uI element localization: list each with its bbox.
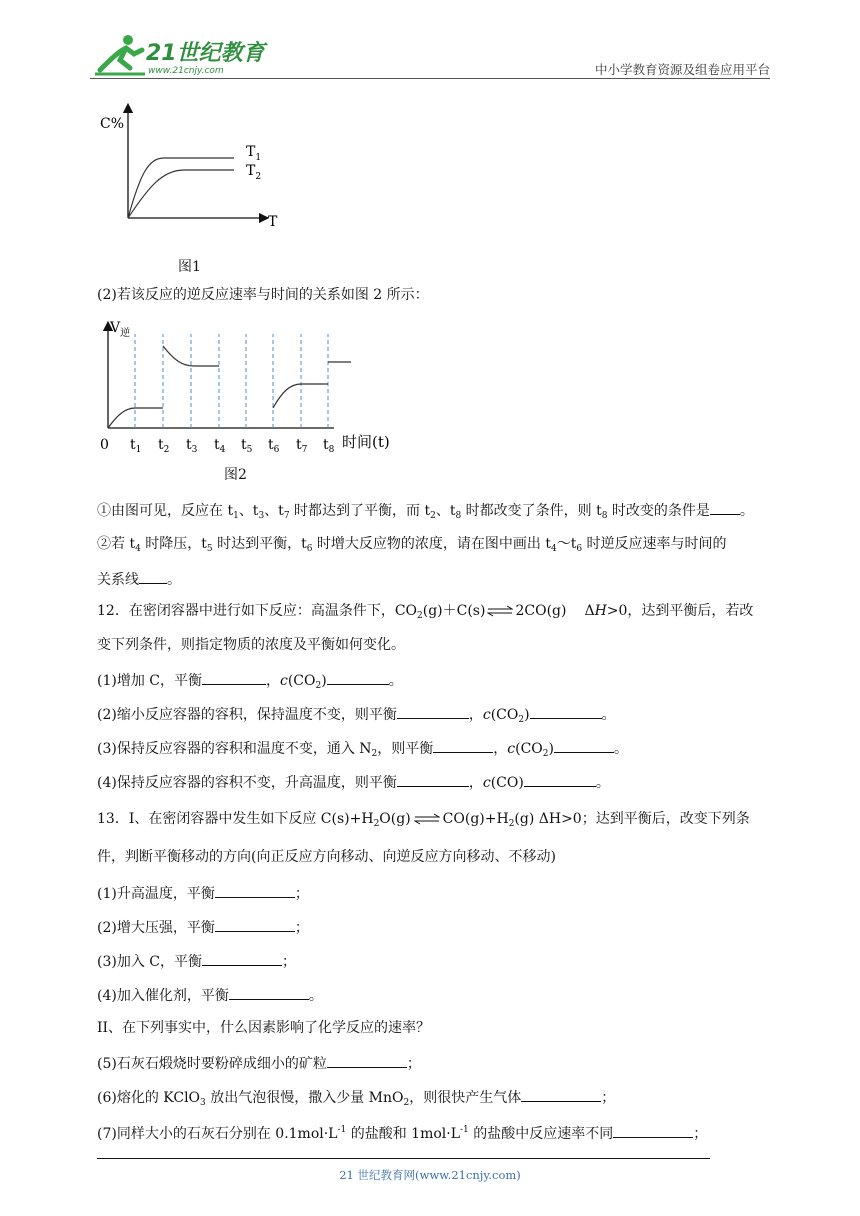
q12-item-2: (2)缩小反应容器的容积，保持温度不变，则平衡 ，$c(CO_2)$ 。 <box>97 703 616 730</box>
fig2-xlabel: 时间(t) <box>342 433 390 451</box>
footer-text[interactable]: 21 世纪教育网(www.21cnjy.com) <box>339 1168 521 1182</box>
equilibrium-arrow-icon <box>414 813 440 825</box>
answer-blank[interactable] <box>215 882 295 898</box>
svg-text:t4 <box>214 437 226 455</box>
logo-url: www.21cnjy.com <box>148 66 224 76</box>
q13-item-4: (4)加入催化剂，平衡 。 <box>97 984 323 1006</box>
tick-label: t <box>186 437 192 453</box>
fig1-xlabel: T <box>268 214 278 230</box>
q13-item-3: (3)加入 C，平衡 ； <box>97 950 296 972</box>
tick-sub: 4 <box>219 445 226 455</box>
svg-text:t1 <box>130 437 141 455</box>
svg-text:t2 <box>158 437 169 455</box>
svg-text:t7 <box>296 437 308 455</box>
fig1-curve-t1 <box>128 158 234 218</box>
svg-text:T2 <box>246 163 261 182</box>
answer-blank[interactable] <box>139 568 167 584</box>
platform-name: 中小学教育资源及组卷应用平台 <box>594 62 770 77</box>
page-header <box>90 30 770 80</box>
fig1-curve1-sub: 1 <box>255 153 262 163</box>
q12-item-1: (1)增加 C，平衡 ，$c(CO_2)$ 。 <box>97 669 403 696</box>
answer-blank[interactable] <box>397 703 469 719</box>
fig2-ylabel: V <box>110 320 121 336</box>
tick-sub: 8 <box>328 445 335 455</box>
q13-item-2: (2)增大压强，平衡 ； <box>97 916 309 938</box>
answer-blank[interactable] <box>215 916 295 932</box>
q13-item-5: (5)石灰石煅烧时要粉碎成细小的矿粒 ； <box>97 1052 421 1074</box>
q12-item-4: (4)保持反应容器的容积不变，升高温度，则平衡 ，c(CO) 。 <box>97 771 610 793</box>
answer-blank[interactable] <box>202 669 266 685</box>
figure-1-plot <box>96 100 296 245</box>
logo-text: 21世纪教育 <box>146 41 265 66</box>
tick-label: t <box>241 437 247 453</box>
svg-text:t6 <box>268 437 280 455</box>
q12-stem: 12．在密闭容器中进行如下反应：高温条件下，$CO_2(g)+C(s)$ 2CO(g) ΔH>0，达到平衡后，若改 <box>97 603 754 621</box>
svg-text:V逆 <box>109 320 130 339</box>
header-divider <box>90 78 770 79</box>
tick-sub: 5 <box>246 445 253 455</box>
fig1-curve-t2 <box>128 170 234 218</box>
answer-blank[interactable] <box>433 737 493 753</box>
svg-text:t3 <box>186 437 198 455</box>
svg-text:T1 <box>246 144 261 163</box>
answer-blank[interactable] <box>327 1052 407 1068</box>
svg-text:t5 <box>241 437 253 455</box>
q13-stem: 13．I、在密闭容器中发生如下反应 $C(s)+H_2O(g)$ $CO(g)+H_2(g)$ ΔH>0；达到平衡后，改变下列条 <box>97 811 750 829</box>
answer-blank[interactable] <box>202 950 282 966</box>
svg-text:t8 <box>323 437 335 455</box>
answer-blank[interactable] <box>327 669 389 685</box>
fig1-curve2-label: T <box>246 163 256 179</box>
tick-sub: 1 <box>135 445 142 455</box>
answer-blank[interactable] <box>530 703 602 719</box>
q11-statement-2: ②若 $t_4$ 时降压，$t_5$ 时达到平衡，$t_6$ 时增大反应物的浓度，请在图中画出 $t_4\sim t_6$ 时逆反应速率与时间的 <box>97 536 727 554</box>
tick-sub: 6 <box>273 445 280 455</box>
answer-blank[interactable] <box>710 499 740 515</box>
q11-statement-2-cont: 关系线 。 <box>97 568 181 590</box>
tick-label: t <box>214 437 220 453</box>
answer-blank[interactable] <box>229 984 309 1000</box>
tick-sub: 7 <box>301 445 308 455</box>
figure-2-plot <box>96 316 406 461</box>
q13-item-7: (7)同样大小的石灰石分别在 $0.1mol\cdot L^{-1}$ 的盐酸和 $1mol\cdot L^{-1}$ 的盐酸中反应速率不同 ； <box>97 1120 707 1144</box>
answer-blank[interactable] <box>613 1122 693 1138</box>
q11-part2-intro: (2)若该反应的逆反应速率与时间的关系如图 2 所示： <box>97 287 429 303</box>
fig2-tick-labels <box>130 437 335 455</box>
q13-part2-intro: II、在下列事实中，什么因素影响了化学反应的速率？ <box>97 1020 431 1036</box>
q13-item-6: (6)熔化的 KClO$_3$ 放出气泡很慢，撒入少量 MnO$_2$，则很快产生气体 ； <box>97 1086 615 1113</box>
q12-stem-cont: 变下列条件，则指定物质的浓度及平衡如何变化。 <box>97 637 405 653</box>
tick-label: t <box>323 437 329 453</box>
figure-1 <box>96 100 296 249</box>
fig2-origin: 0 <box>100 437 109 453</box>
figure-1-caption: 图1 <box>178 259 201 275</box>
q13-stem-cont: 件，判断平衡移动的方向(向正反应方向移动、向逆反应方向移动、不移动) <box>97 849 556 865</box>
answer-blank[interactable] <box>521 1086 601 1102</box>
answer-blank[interactable] <box>524 771 596 787</box>
fig1-curve2-sub: 2 <box>255 172 262 182</box>
tick-sub: 3 <box>191 445 198 455</box>
fig1-curve1-label: T <box>246 144 256 160</box>
q13-item-1: (1)升高温度，平衡 ； <box>97 882 309 904</box>
figure-2 <box>96 316 406 465</box>
tick-label: t <box>296 437 302 453</box>
fig1-ylabel: C% <box>100 116 125 132</box>
tick-label: t <box>268 437 274 453</box>
logo <box>90 30 290 78</box>
fig2-ylabel-sub: 逆 <box>120 328 131 339</box>
answer-blank[interactable] <box>554 737 614 753</box>
figure-2-caption: 图2 <box>224 467 247 483</box>
equilibrium-arrow-icon <box>487 605 513 617</box>
tick-sub: 2 <box>163 445 170 455</box>
footer-divider <box>97 1158 710 1159</box>
q12-item-3: (3)保持反应容器的容积和温度不变，通入 $N_2$，则平衡 ，$c(CO_2)$ 。 <box>97 737 628 764</box>
q11-statement-1: ①由图可见，反应在 $t_1$、$t_3$、$t_7$ 时都达到了平衡，而 $t_2$、$t_8$ 时都改变了条件，则 $t_8$ 时改变的条件是 。 <box>97 499 754 526</box>
tick-label: t <box>158 437 164 453</box>
tick-label: t <box>130 437 136 453</box>
answer-blank[interactable] <box>397 771 469 787</box>
runner-icon <box>95 35 145 74</box>
